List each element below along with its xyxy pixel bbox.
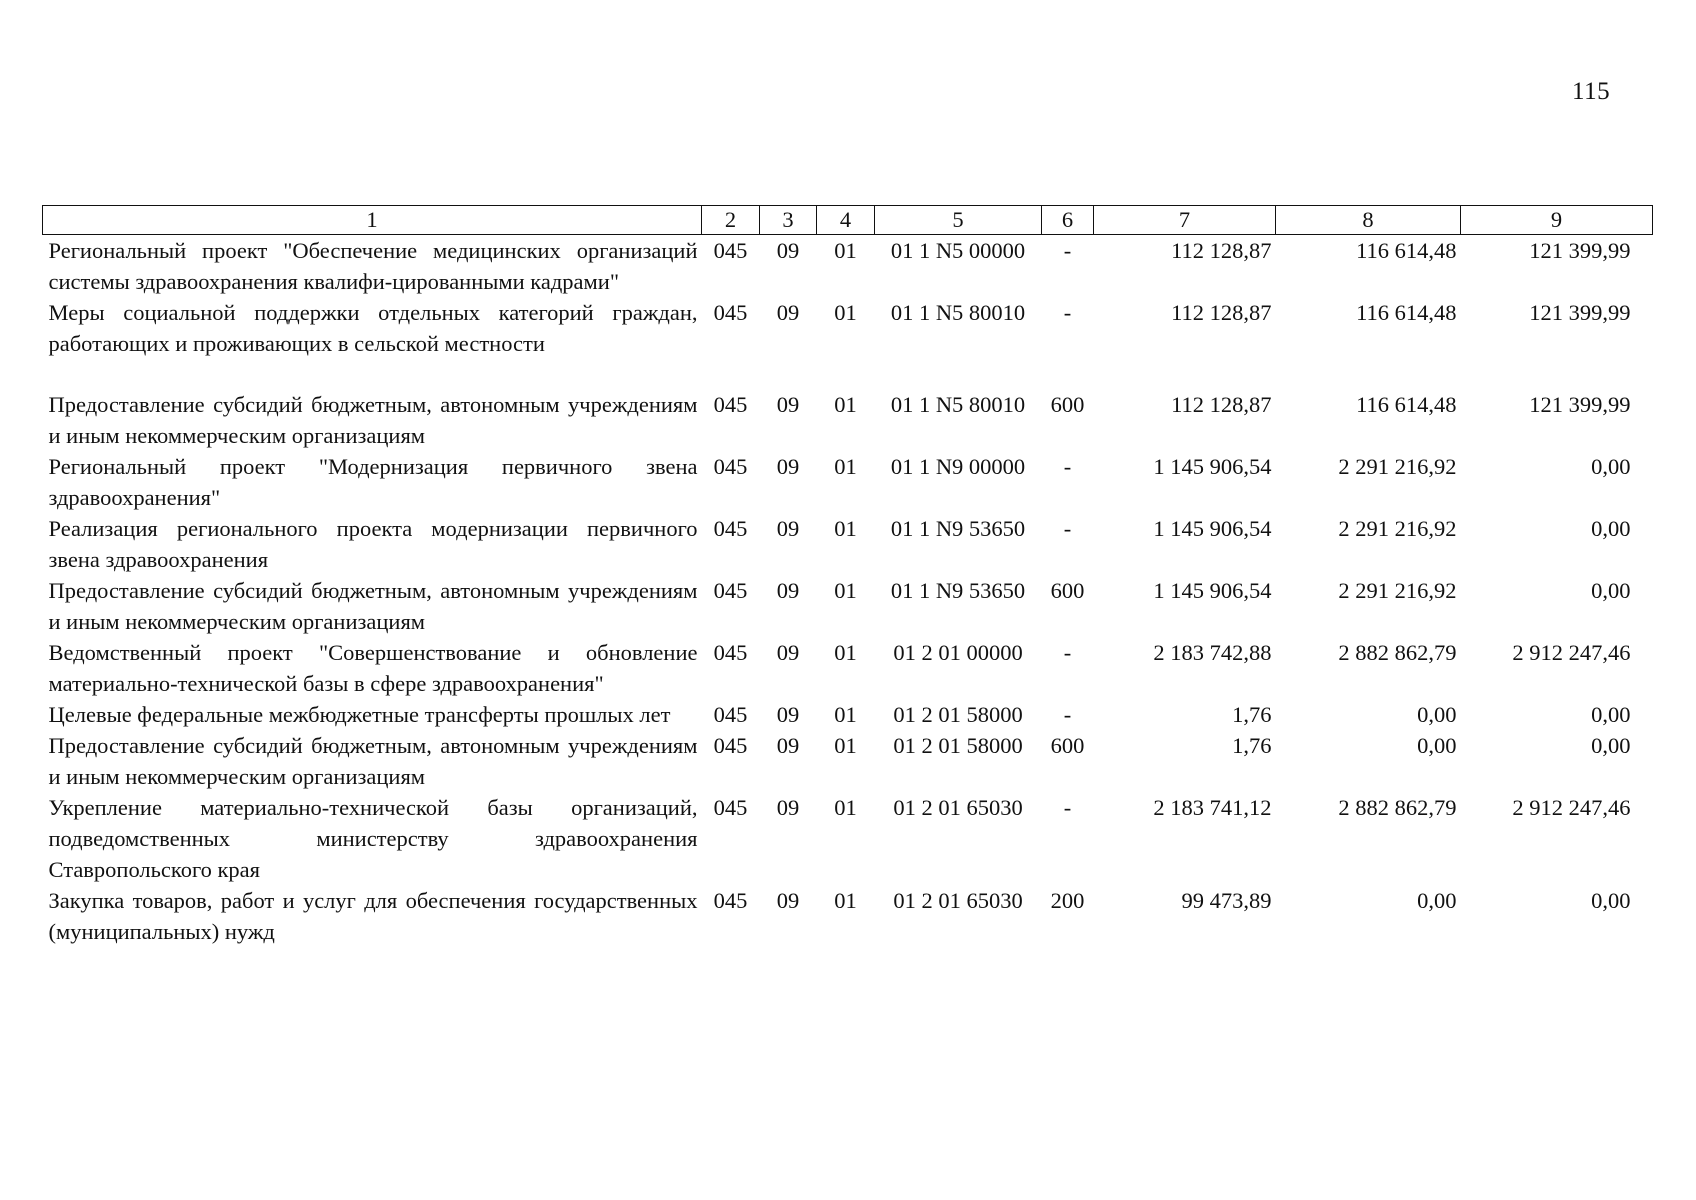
cell-col-6: - [1063, 454, 1072, 479]
cell-col-4: 01 [834, 516, 857, 541]
cell-col-2: 045 [713, 888, 748, 913]
cell-col-7: 2 183 742,88 [1153, 640, 1272, 665]
budget-table [42, 205, 1653, 947]
row-name: Предоставление субсидий бюджетным, автономным учреждениям и иным некоммерческим организациям [48, 578, 698, 634]
column-header-1: 1 [43, 206, 702, 235]
cell-col-5: 01 2 01 58000 [893, 702, 1023, 727]
cell-col-3: 09 [776, 578, 800, 603]
row-spacer [43, 359, 1653, 389]
cell-col-9: 0,00 [1591, 516, 1631, 541]
cell-col-2: 045 [713, 392, 748, 417]
cell-col-5: 01 1 N5 80010 [890, 392, 1026, 417]
cell-col-7: 1,76 [1232, 702, 1272, 727]
cell-col-6: 600 [1050, 733, 1085, 758]
column-header-6: 6 [1042, 206, 1094, 235]
cell-col-4: 01 [834, 238, 857, 263]
cell-col-2: 045 [713, 733, 748, 758]
cell-col-5: 01 2 01 65030 [893, 795, 1023, 820]
row-name: Целевые федеральные межбюджетные трансферты прошлых лет [48, 702, 671, 727]
cell-col-8: 2 291 216,92 [1338, 454, 1457, 479]
cell-col-4: 01 [834, 392, 857, 417]
cell-col-8: 0,00 [1417, 733, 1457, 758]
cell-col-6: - [1063, 238, 1072, 263]
cell-col-8: 2 291 216,92 [1338, 578, 1457, 603]
cell-col-2: 045 [713, 454, 748, 479]
spacer-cell [43, 359, 1653, 389]
cell-col-2: 045 [713, 578, 748, 603]
cell-col-5: 01 2 01 00000 [893, 640, 1023, 665]
cell-col-7: 1,76 [1232, 733, 1272, 758]
row-name: Региональный проект "Модернизация первичного звена здравоохранения" [48, 454, 698, 510]
cell-col-4: 01 [834, 454, 857, 479]
cell-col-3: 09 [776, 702, 800, 727]
cell-col-6: - [1063, 300, 1072, 325]
cell-col-7: 1 145 906,54 [1153, 578, 1272, 603]
cell-col-8: 116 614,48 [1356, 238, 1457, 263]
cell-col-7: 2 183 741,12 [1153, 795, 1272, 820]
cell-col-3: 09 [776, 516, 800, 541]
column-header-4: 4 [817, 206, 875, 235]
cell-col-6: 600 [1050, 392, 1085, 417]
cell-col-3: 09 [776, 300, 800, 325]
column-header-5: 5 [875, 206, 1042, 235]
cell-col-4: 01 [834, 733, 857, 758]
cell-col-8: 2 291 216,92 [1338, 516, 1457, 541]
table-row [43, 730, 1653, 792]
cell-col-9: 0,00 [1591, 888, 1631, 913]
cell-col-3: 09 [776, 888, 800, 913]
cell-col-2: 045 [713, 516, 748, 541]
cell-col-6: - [1063, 795, 1072, 820]
cell-col-6: - [1063, 702, 1072, 727]
cell-col-3: 09 [776, 795, 800, 820]
table-row [43, 389, 1653, 451]
table-row [43, 451, 1653, 513]
cell-col-5: 01 1 N9 00000 [890, 454, 1026, 479]
cell-col-7: 1 145 906,54 [1153, 516, 1272, 541]
row-name: Предоставление субсидий бюджетным, автономным учреждениям и иным некоммерческим организациям [48, 733, 698, 789]
row-name: Ведомственный проект "Совершенствование и обновление материально-технической базы в сфере здравоохранения" [48, 640, 698, 696]
table-row [43, 792, 1653, 885]
table-row [43, 575, 1653, 637]
cell-col-3: 09 [776, 454, 800, 479]
table-row [43, 699, 1653, 730]
header-row [43, 206, 1653, 235]
row-name: Реализация регионального проекта модернизации первичного звена здравоохранения [48, 516, 698, 572]
cell-col-2: 045 [713, 640, 748, 665]
cell-col-4: 01 [834, 795, 857, 820]
column-header-3: 3 [760, 206, 817, 235]
cell-col-6: 200 [1050, 888, 1085, 913]
cell-col-9: 0,00 [1591, 454, 1631, 479]
cell-col-8: 0,00 [1417, 888, 1457, 913]
cell-col-2: 045 [713, 300, 748, 325]
cell-col-5: 01 1 N9 53650 [890, 578, 1026, 603]
cell-col-3: 09 [776, 733, 800, 758]
row-name: Меры социальной поддержки отдельных категорий граждан, работающих и проживающих в сельской местности [48, 300, 698, 356]
cell-col-7: 112 128,87 [1171, 392, 1272, 417]
cell-col-8: 116 614,48 [1356, 300, 1457, 325]
cell-col-7: 112 128,87 [1171, 300, 1272, 325]
row-name: Региональный проект "Обеспечение медицинских организаций системы здравоохранения квалифи-цированными кадрами" [48, 238, 698, 294]
cell-col-3: 09 [776, 640, 800, 665]
cell-col-5: 01 2 01 65030 [893, 888, 1023, 913]
cell-col-2: 045 [713, 238, 748, 263]
cell-col-9: 2 912 247,46 [1512, 795, 1631, 820]
cell-col-9: 121 399,99 [1529, 300, 1631, 325]
table-row [43, 513, 1653, 575]
cell-col-3: 09 [776, 392, 800, 417]
cell-col-5: 01 1 N9 53650 [890, 516, 1026, 541]
cell-col-9: 121 399,99 [1529, 392, 1631, 417]
page-number: 115 [1572, 78, 1611, 105]
cell-col-9: 121 399,99 [1529, 238, 1631, 263]
cell-col-6: 600 [1050, 578, 1085, 603]
cell-col-6: - [1063, 640, 1072, 665]
cell-col-9: 2 912 247,46 [1512, 640, 1631, 665]
cell-col-9: 0,00 [1591, 702, 1631, 727]
column-header-7: 7 [1094, 206, 1276, 235]
row-name: Закупка товаров, работ и услуг для обеспечения государственных (муниципальных) нужд [48, 888, 698, 944]
cell-col-4: 01 [834, 300, 857, 325]
cell-col-8: 2 882 862,79 [1338, 795, 1457, 820]
table-row [43, 885, 1653, 947]
table-row [43, 637, 1653, 699]
cell-col-4: 01 [834, 640, 857, 665]
cell-col-8: 116 614,48 [1356, 392, 1457, 417]
cell-col-9: 0,00 [1591, 578, 1631, 603]
cell-col-8: 0,00 [1417, 702, 1457, 727]
cell-col-5: 01 1 N5 80010 [890, 300, 1026, 325]
cell-col-4: 01 [834, 702, 857, 727]
row-name: Укрепление материально-технической базы организаций, подведомственных министерству здравоохранения Ставропольского края [48, 795, 698, 882]
cell-col-4: 01 [834, 578, 857, 603]
table-row [43, 297, 1653, 359]
column-header-8: 8 [1276, 206, 1461, 235]
cell-col-2: 045 [713, 702, 748, 727]
cell-col-7: 1 145 906,54 [1153, 454, 1272, 479]
row-name: Предоставление субсидий бюджетным, автономным учреждениям и иным некоммерческим организациям [48, 392, 698, 448]
table-row [43, 235, 1653, 298]
cell-col-6: - [1063, 516, 1072, 541]
cell-col-7: 112 128,87 [1171, 238, 1272, 263]
cell-col-7: 99 473,89 [1181, 888, 1272, 913]
cell-col-5: 01 2 01 58000 [893, 733, 1023, 758]
cell-col-5: 01 1 N5 00000 [890, 238, 1026, 263]
cell-col-4: 01 [834, 888, 857, 913]
cell-col-9: 0,00 [1591, 733, 1631, 758]
column-header-2: 2 [702, 206, 760, 235]
cell-col-3: 09 [776, 238, 800, 263]
cell-col-8: 2 882 862,79 [1338, 640, 1457, 665]
cell-col-2: 045 [713, 795, 748, 820]
column-header-9: 9 [1461, 206, 1653, 235]
